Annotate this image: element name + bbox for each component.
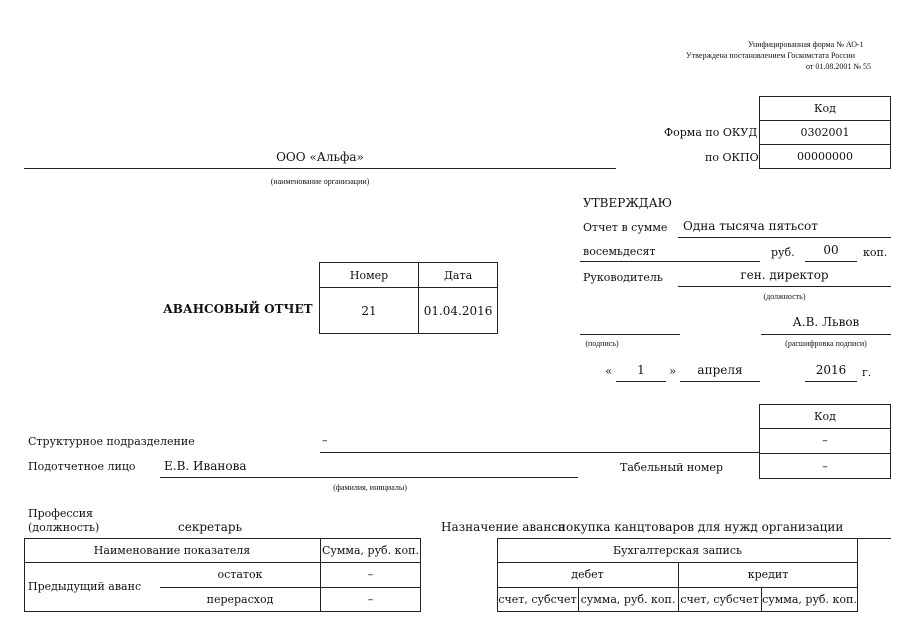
profession-label-2: (должность): [28, 521, 100, 534]
person-value: Е.В. Иванова: [164, 459, 247, 473]
head-position: ген. директор: [740, 268, 829, 282]
approval-sum-words-2: восемьдесят: [583, 245, 656, 258]
dept-label: Структурное подразделение: [28, 435, 195, 448]
approval-year: 2016: [815, 363, 847, 377]
balance-label: остаток: [217, 568, 263, 581]
okpo-value: 00000000: [797, 150, 853, 163]
overspend-value: –: [367, 593, 374, 606]
date-quote-close: »: [669, 364, 677, 378]
debit-sum-header: сумма, руб. коп.: [580, 593, 676, 606]
head-label: Руководитель: [583, 271, 663, 284]
debit-header: дебет: [571, 568, 604, 581]
report-number-date-table: [319, 262, 498, 334]
date-quote-open: «: [605, 364, 613, 378]
head-name: А.В. Львов: [792, 315, 860, 329]
previous-advance-label: Предыдущий аванс: [28, 580, 142, 593]
credit-account-header: счет, субсчет: [680, 593, 759, 606]
credit-header: кредит: [747, 568, 789, 581]
organization-caption: (наименование организации): [270, 177, 370, 186]
approval-sum-words-1: Одна тысяча пятьсот: [683, 219, 818, 233]
credit-sum-header: сумма, руб. коп.: [762, 593, 857, 606]
details-kod-header: Код: [814, 409, 836, 423]
organization-name: ООО «Альфа»: [276, 150, 364, 164]
profession-label-1: Профессия: [28, 507, 93, 520]
person-caption: (фамилия, инициалы): [333, 483, 407, 492]
position-caption: (должность): [763, 292, 806, 301]
purpose-value: покупка канцтоваров для нужд организации: [558, 520, 844, 534]
approval-title: УТВЕРЖДАЮ: [583, 196, 672, 210]
profession-value: секретарь: [178, 520, 243, 534]
okud-label: Форма по ОКУД: [664, 126, 758, 139]
dept-code: –: [822, 434, 828, 447]
kop-label: коп.: [863, 246, 888, 259]
kop-value: 00: [823, 243, 839, 257]
tab-number-label: Табельный номер: [620, 461, 723, 474]
name-caption: (расшифровка подписи): [785, 339, 867, 348]
number-header: Номер: [320, 263, 419, 288]
person-label: Подотчетное лицо: [28, 460, 136, 473]
sum-header: Сумма, руб. коп.: [321, 543, 419, 557]
form-reference-line-2: Утверждена постановлением Госкомстата России: [686, 51, 856, 60]
report-title: АВАНСОВЫЙ ОТЧЕТ: [163, 302, 313, 316]
codes-kod-header: Код: [814, 101, 836, 115]
debit-account-header: счет, субсчет: [498, 593, 577, 606]
rub-label: руб.: [771, 246, 795, 259]
year-suffix: г.: [862, 366, 872, 379]
report-date: 01.04.2016: [419, 288, 498, 334]
okud-value: 0302001: [800, 125, 850, 139]
overspend-label: перерасход: [206, 593, 274, 606]
okpo-label: по ОКПО: [705, 151, 759, 164]
signature-caption: (подпись): [585, 339, 619, 348]
report-number: 21: [320, 288, 419, 334]
approval-sum-label: Отчет в сумме: [583, 221, 668, 234]
form-reference-line-1: Унифицированная форма № АО-1: [748, 40, 864, 49]
date-header: Дата: [419, 263, 498, 288]
purpose-label: Назначение аванса: [441, 520, 566, 534]
accounting-entry-title: Бухгалтерская запись: [612, 543, 743, 557]
form-reference-line-3: от 01.08.2001 № 55: [806, 62, 872, 71]
dept-value: –: [322, 434, 328, 447]
balance-value: –: [367, 568, 374, 581]
approval-month: апреля: [697, 363, 743, 377]
approval-day: 1: [637, 363, 645, 377]
indicator-name-header: Наименование показателя: [93, 543, 251, 557]
tab-number-code: –: [822, 459, 828, 473]
